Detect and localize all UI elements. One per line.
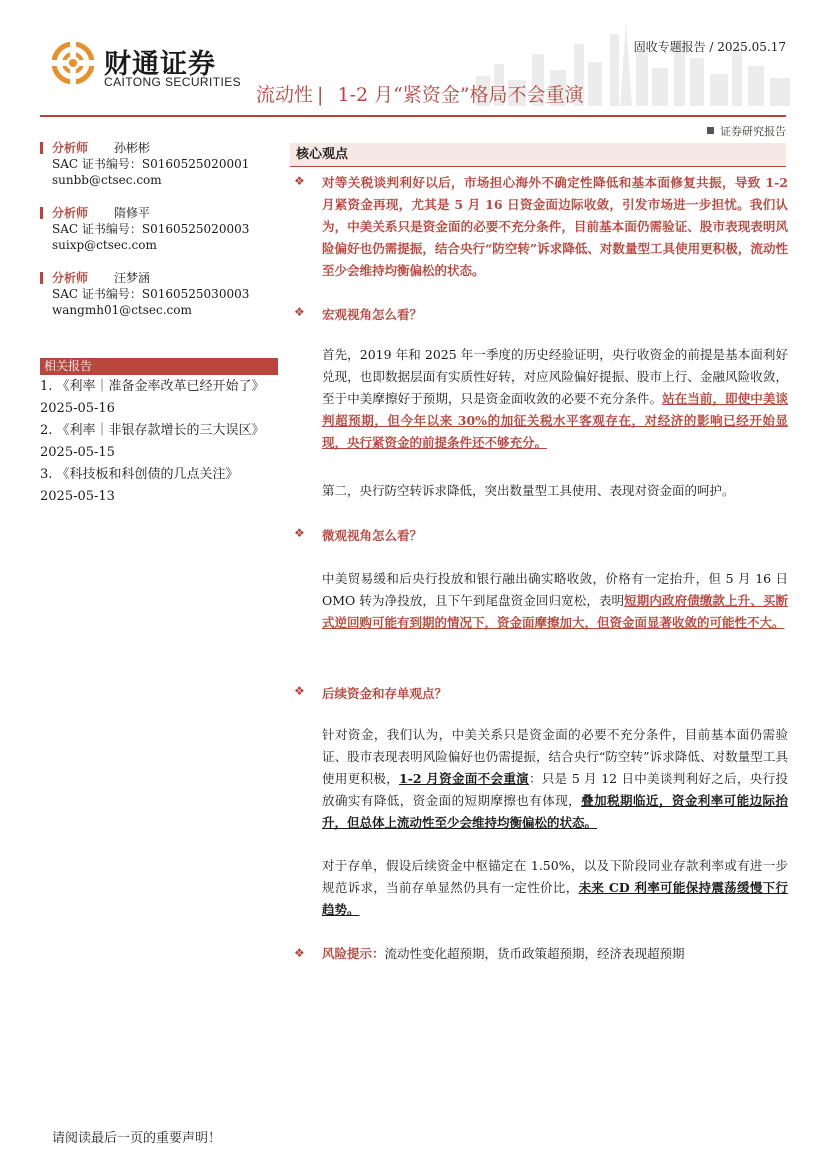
paragraph-outlook-1: 针对资金，我们认为，中美关系只是资金面的必要不充分条件，目前基本面仍需验证、股市表现表明风险偏好也仍需提振，结合央行“防空转”诉求降低、对数量型工具使用更积极，1-2 月资金面不会重演：只是 5 月 12 日中美谈判利好之后，央行投放确实有降低，资金面的短期摩擦也有体现，叠加税期临近，资金利率可能边际抬升，但总体上流动性至少会维持均衡偏松的状态。 (322, 727, 788, 830)
diamond-bullet-icon: ❖ (294, 946, 305, 960)
report-type: 证券研究报告 (707, 123, 786, 139)
analyst-email: sunbb@ctsec.com (52, 173, 162, 187)
section-title-micro: 微观视角怎么看？ (322, 528, 423, 543)
highlight-text: 短期内政府债缴款上升、买断式逆回购可能有到期的情况下，资金面摩擦加大，但资金面显著收敛的可能性不大。 (322, 593, 788, 630)
diamond-bullet-icon: ❖ (294, 174, 305, 188)
analyst-sac-number: SAC 证书编号：S0160525020001 (52, 157, 250, 171)
highlight-text: 站在当前，即使中美谈判超预期，但今年以来 30%的加征关税水平客观存在，对经济的影响已经开始显现，央行紧资金的前提条件还不够充分。 (322, 391, 788, 450)
risk-label: 风险提示： (322, 946, 385, 961)
analyst-marker (40, 142, 43, 154)
highlight-text: 未来 CD 利率可能保持震荡缓慢下行趋势。 (322, 880, 788, 917)
title-separator: | (317, 84, 324, 106)
related-report-title[interactable]: 2. 《利率｜非银存款增长的三大误区》 (40, 423, 265, 438)
paragraph-macro-2: 第二，央行防空转诉求降低，突出数量型工具使用、表现对资金面的呵护。 (322, 483, 735, 498)
diamond-bullet-icon: ❖ (294, 305, 305, 319)
section-title-macro: 宏观视角怎么看？ (322, 307, 423, 322)
analyst-card (40, 270, 280, 318)
analyst-marker (40, 207, 43, 219)
report-title (256, 80, 584, 107)
analyst-name: 汪梦涵 (114, 271, 151, 285)
related-report-link[interactable] (40, 464, 285, 508)
analyst-card (40, 140, 280, 188)
core-summary: 对等关税谈判利好以后，市场担心海外不确定性降低和基本面修复共振，导致 1-2 月紧资金再现，尤其是 5 月 16 日资金面边际收敛，引发市场进一步担忧。我们认为，中美关系只是资金面的必要不充分条件，目前基本面仍需验证、股市表现表明风险偏好也仍需提振，结合央行“防空转”诉求降低、对数量型工具使用更积极，流动性至少会维持均衡偏松的状态。 (322, 175, 788, 278)
analyst-card (40, 205, 280, 253)
related-report-link[interactable] (40, 420, 285, 464)
analyst-email: suixp@ctsec.com (52, 238, 157, 252)
analyst-sac-number: SAC 证书编号：S0160525020003 (52, 222, 250, 236)
related-reports-heading: 相关报告 (40, 358, 278, 375)
related-report-date: 2025-05-15 (40, 445, 115, 460)
diamond-bullet-icon: ❖ (294, 684, 305, 698)
related-report-title[interactable]: 1. 《利率｜准备金率改革已经开始了》 (40, 379, 265, 394)
header-rule (40, 115, 786, 117)
highlight-text: 叠加税期临近，资金利率可能边际抬升，但总体上流动性至少会维持均衡偏松的状态。 (322, 793, 788, 830)
analyst-email: wangmh01@ctsec.com (52, 303, 192, 317)
related-report-link[interactable] (40, 376, 285, 420)
related-report-date: 2025-05-13 (40, 489, 115, 504)
paragraph-outlook-2: 对于存单，假设后续资金中枢锚定在 1.50%，以及下阶段同业存款利率或有进一步规范诉求，当前存单显然仍具有一定性价比，未来 CD 利率可能保持震荡缓慢下行趋势。 (322, 858, 788, 917)
analyst-role: 分析师 (52, 271, 89, 285)
paragraph-micro-1: 中美贸易缓和后央行投放和银行融出确实略收敛，价格有一定抬升，但 5 月 16 日 OMO 转为净投放，且下午到尾盘资金回归宽松，表明短期内政府债缴款上升、买断式逆回购可能有到期的情况下，资金面摩擦加大，但资金面显著收敛的可能性不大。 (322, 571, 788, 630)
diamond-bullet-icon: ❖ (294, 526, 305, 540)
analyst-role: 分析师 (52, 206, 89, 220)
title-text: 1-2 月“紧资金”格局不会重演 (337, 84, 584, 106)
caitong-logo-icon (52, 42, 94, 84)
report-category-date: 固收专题报告 / 2025.05.17 (633, 40, 786, 54)
analyst-marker (40, 272, 43, 284)
analyst-name: 隋修平 (114, 206, 151, 220)
analyst-role: 分析师 (52, 141, 89, 155)
logo-chinese-name: 财通证券 (104, 49, 216, 80)
analyst-name: 孙彬彬 (114, 141, 151, 155)
title-category: 流动性 (256, 84, 314, 106)
risk-warning (322, 943, 788, 965)
footer-disclaimer: 请阅读最后一页的重要声明！ (52, 1131, 222, 1146)
related-report-title[interactable]: 3. 《科技板和科创债的几点关注》 (40, 467, 239, 482)
core-view-heading: 核心观点 (290, 143, 786, 167)
related-report-date: 2025-05-16 (40, 401, 115, 416)
section-title-outlook: 后续资金和存单观点？ (322, 686, 448, 701)
highlight-text: 1-2 月资金面不会重演 (399, 771, 529, 786)
analyst-sac-number: SAC 证书编号：S0160525030003 (52, 287, 250, 301)
paragraph-macro-1: 首先，2019 年和 2025 年一季度的历史经验证明，央行收资金的前提是基本面利好兑现，也即数据层面有实质性好转，对应风险偏好提振、股市上行、金融风险收敛，至于中美摩擦好于预期，只是资金面收敛的必要不充分条件。站在当前，即使中美谈判超预期，但今年以来 30%的加征关税水平客观存在，对经济的影响已经开始显现，央行紧资金的前提条件还不够充分。 (322, 347, 788, 450)
risk-text: 流动性变化超预期，货币政策超预期，经济表现超预期 (384, 946, 685, 961)
logo-english-name: CAITONG SECURITIES (104, 75, 241, 89)
square-bullet-icon (707, 127, 714, 134)
